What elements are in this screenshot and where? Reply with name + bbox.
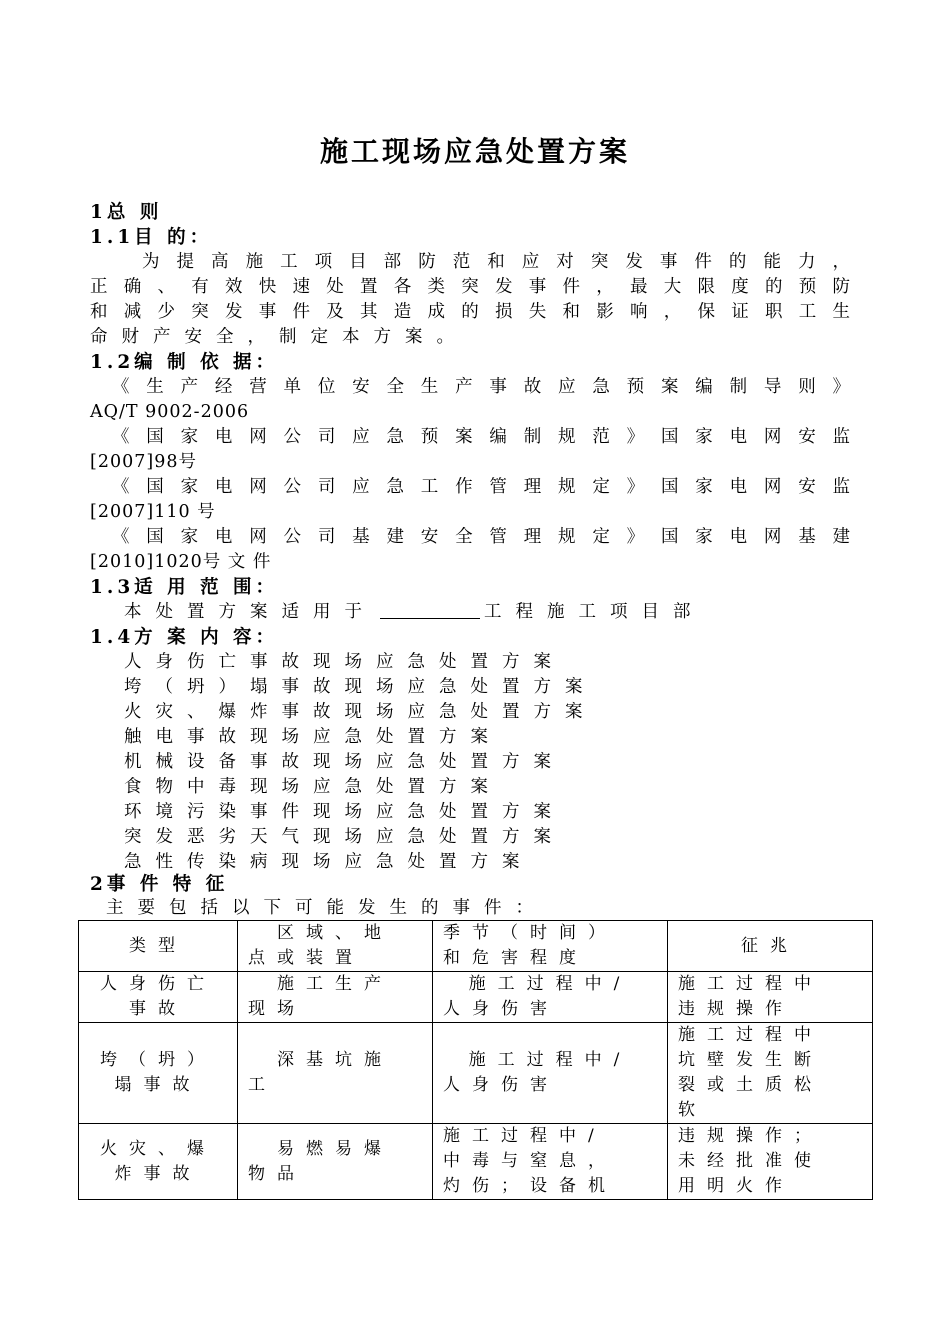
cell-text: 违规操作 <box>678 999 794 1019</box>
scope-suffix: 工程施工项目部 <box>484 602 705 622</box>
reference-line: 《国家电网公司应急预案编制规范》国家电网安监 <box>112 427 850 447</box>
cell-season <box>433 1124 668 1200</box>
plan-list-item: 垮（坍）塌事故现场应急处置方案 <box>124 677 597 697</box>
section-2-heading: 2事 件 特 征 <box>90 874 229 895</box>
plan-list-item: 急性传染病现场应急处置方案 <box>124 852 534 872</box>
cell-text: 用明火作 <box>678 1176 794 1196</box>
plan-list-item: 环境污染事件现场应急处置方案 <box>124 802 565 822</box>
header-text: 点或装置 <box>248 948 364 968</box>
header-text: 和危害程度 <box>443 948 588 968</box>
plan-list-item: 触电事故现场应急处置方案 <box>124 727 502 747</box>
reference-line: [2007]110 号 <box>90 502 216 522</box>
cell-text: 裂或土质松 <box>678 1075 823 1095</box>
reference-line: [2010]1020号 文 件 <box>90 552 272 572</box>
section-1-2-heading: 1.2编 制 依 据： <box>90 352 279 373</box>
cell-text: 施工过程中/ <box>468 1050 632 1070</box>
header-cell-season <box>433 921 668 972</box>
cell-text: 火灾、爆 <box>100 1138 216 1159</box>
cell-text: 物品 <box>248 1163 306 1184</box>
header-cell-sign <box>668 921 873 972</box>
cell-text: 事故 <box>129 999 187 1019</box>
reference-line: [2007]98号 <box>90 452 197 472</box>
cell-text: 未经批准使 <box>678 1151 823 1171</box>
header-cell-area <box>238 921 433 972</box>
cell-text: 施工生产 <box>277 974 393 994</box>
section-1-3-heading: 1.3适 用 范 围： <box>90 577 279 598</box>
cell-text: 坑壁发生断 <box>678 1050 823 1070</box>
cell-text: 施工过程中 <box>678 974 823 994</box>
event-characteristics-table <box>78 920 873 1200</box>
cell-area <box>238 1023 433 1124</box>
paragraph-line: 为提高施工项目部防范和应对突发事件的能力， <box>142 252 850 272</box>
paragraph-line: 正确、有效快速处置各类突发事件，最大限度的预防 <box>90 277 850 297</box>
plan-list-item: 食物中毒现场应急处置方案 <box>124 777 502 797</box>
header-cell-type <box>79 921 238 972</box>
scope-line <box>124 600 850 625</box>
table-row <box>79 972 873 1023</box>
cell-sign <box>668 1023 873 1124</box>
cell-type <box>79 1124 238 1200</box>
cell-text: 违规操作； <box>678 1126 823 1146</box>
cell-text: 软 <box>678 1100 707 1120</box>
cell-text: 炸事故 <box>114 1163 202 1184</box>
cell-area <box>238 1124 433 1200</box>
cell-text: 垮（坍） <box>100 1050 216 1070</box>
header-text: 区域、地 <box>277 923 393 943</box>
section-1-4-heading: 1.4方 案 内 容： <box>90 627 279 648</box>
cell-text: 易燃易爆 <box>277 1138 393 1159</box>
cell-text: 人身伤害 <box>443 1075 559 1095</box>
cell-text: 人身伤亡 <box>100 974 216 994</box>
cell-sign <box>668 972 873 1023</box>
section-1-heading: 1总 则 <box>90 202 163 223</box>
cell-season <box>433 972 668 1023</box>
table-row <box>79 1023 873 1124</box>
cell-sign <box>668 1124 873 1200</box>
reference-line: 《国家电网公司应急工作管理规定》国家电网安监 <box>112 477 850 497</box>
cell-text: 塌事故 <box>114 1075 202 1095</box>
cell-text: 工 <box>248 1075 277 1095</box>
cell-text: 施工过程中/ <box>443 1126 606 1146</box>
project-name-blank <box>380 602 480 619</box>
table-row <box>79 1124 873 1200</box>
scope-prefix: 本处置方案适用于 <box>124 602 376 622</box>
cell-type <box>79 972 238 1023</box>
cell-text: 人身伤害 <box>443 999 559 1019</box>
plan-list-item: 火灾、爆炸事故现场应急处置方案 <box>124 702 597 722</box>
paragraph-line: 和减少突发事件及其造成的损失和影响，保证职工生 <box>90 302 850 322</box>
cell-text: 灼伤；设备机 <box>443 1176 617 1196</box>
header-text: 征兆 <box>741 935 799 956</box>
reference-line: AQ/T 9002-2006 <box>90 402 250 422</box>
header-text: 类型 <box>129 935 187 956</box>
cell-type <box>79 1023 238 1124</box>
section-2-intro: 主要包括以下可能发生的事件： <box>106 898 547 918</box>
section-1-1-heading: 1.1目 的： <box>90 227 213 248</box>
reference-line: 《国家电网公司基建安全管理规定》国家电网基建 <box>112 527 850 547</box>
paragraph-line: 命财产安全，制定本方案。 <box>90 327 468 347</box>
cell-area <box>238 972 433 1023</box>
reference-line: 《生产经营单位安全生产事故应急预案编制导则》 <box>112 377 850 397</box>
cell-text: 施工过程中 <box>678 1025 823 1045</box>
plan-list-item: 人身伤亡事故现场应急处置方案 <box>124 652 565 672</box>
cell-text: 施工过程中/ <box>468 974 632 994</box>
cell-text: 中毒与窒息， <box>443 1151 617 1171</box>
plan-list-item: 机械设备事故现场应急处置方案 <box>124 752 565 772</box>
table-header-row <box>79 921 873 972</box>
plan-list-item: 突发恶劣天气现场应急处置方案 <box>124 827 565 847</box>
header-text: 季节（时间） <box>443 923 617 943</box>
page-title: 施工现场应急处置方案 <box>319 135 630 168</box>
cell-text: 深基坑施 <box>277 1050 393 1070</box>
cell-season <box>433 1023 668 1124</box>
cell-text: 现场 <box>248 999 306 1019</box>
